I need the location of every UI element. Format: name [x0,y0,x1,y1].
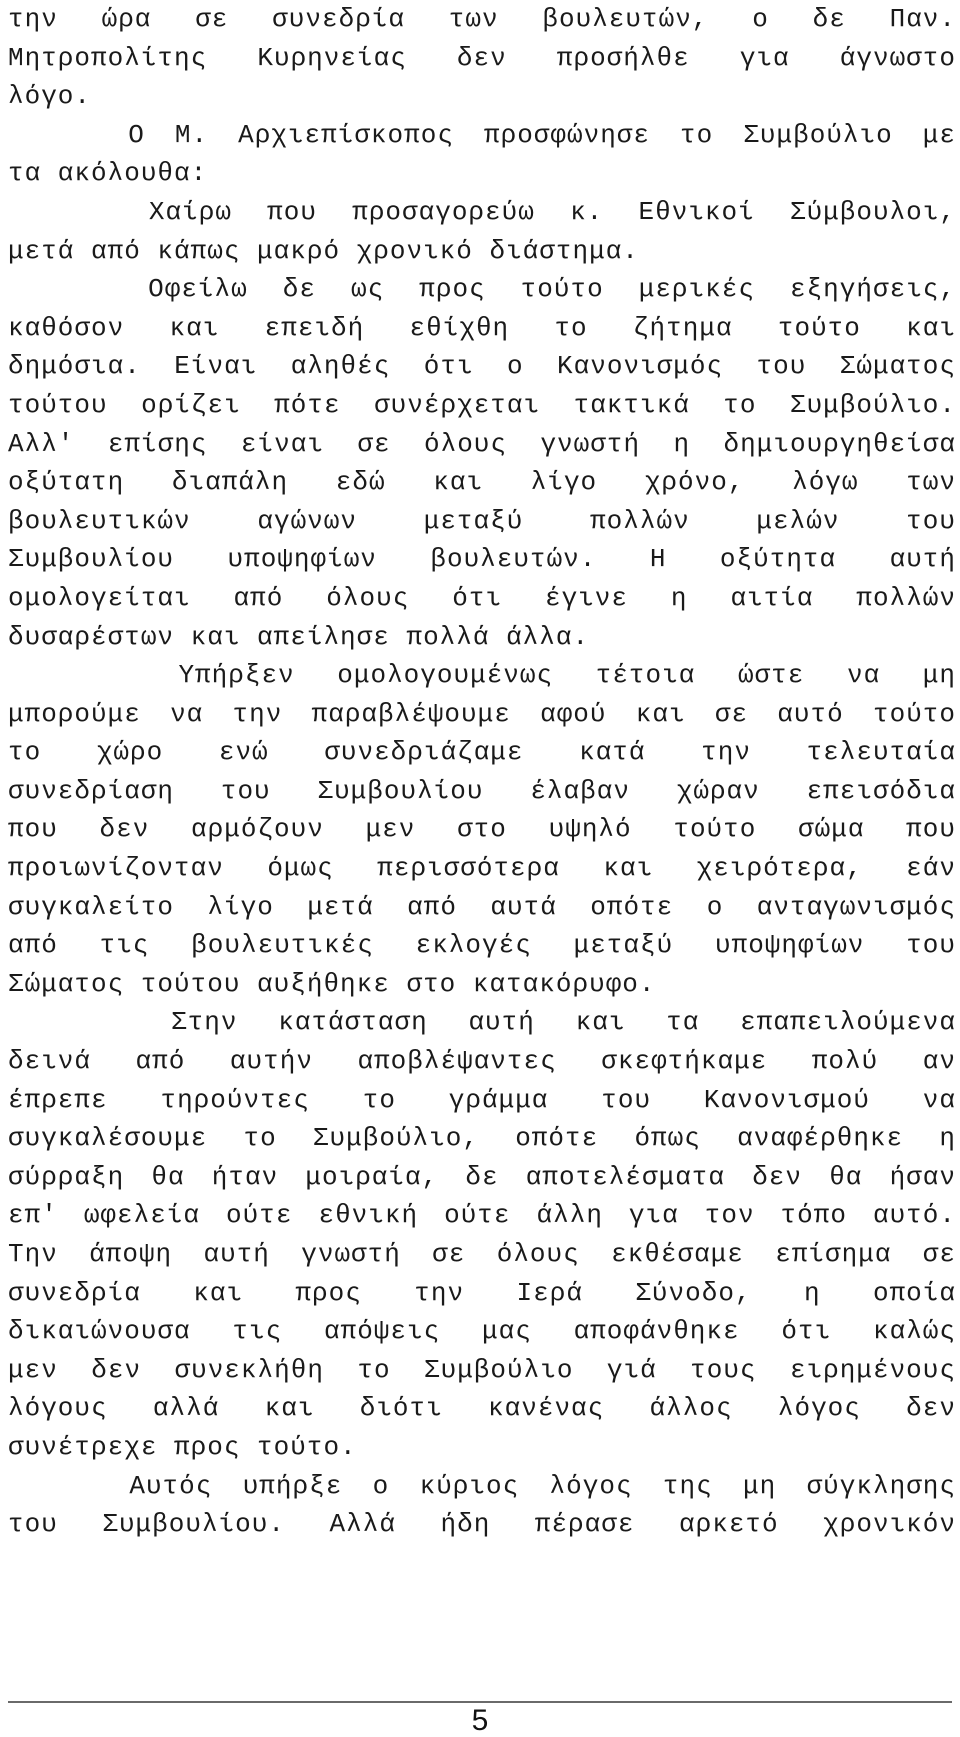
text-line: δυσαρέστων και απείλησε πολλά άλλα. [8,621,590,652]
page-number: 5 [471,1704,489,1737]
text-line: τα ακόλουθα: [8,158,208,189]
text-line: μεν δεν συνεκλήθη το Συμβούλιο γιά τους ειρημένους [8,1354,956,1385]
text-line: δεινά από αυτήν αποβλέψαντες σκεφτήκαμε πολύ αν [8,1046,956,1077]
text-line: Ο Μ. Αρχιεπίσκοπος προσφώνησε το Συμβούλιο με [8,119,956,150]
text-line: Συμβουλίου υποψηφίων βουλευτών. Η οξύτητα αυτή [8,544,956,575]
text-line: μετά από κάπως μακρό χρονικό διάστημα. [8,235,639,266]
text-line: σύρραξη θα ήταν μοιραία, δε αποτελέσματα δεν θα ήσαν [8,1161,956,1192]
text-line: Χαίρω που προσαγορεύω κ. Εθνικοί Σύμβουλοι, [8,196,956,227]
text-line: δημόσια. Είναι αληθές ότι ο Κανονισμός του Σώματος [8,351,956,382]
text-line: από τις βουλευτικές εκλογές μεταξύ υποψηφίων του [8,930,956,961]
text-line: έπρεπε τηρούντες το γράμμα του Κανονισμού να [8,1084,956,1115]
text-line: που δεν αρμόζουν μεν στο υψηλό τούτο σώμα που [8,814,956,845]
text-line: την ώρα σε συνεδρία των βουλευτών, ο δε Παν. [8,4,956,34]
text-line: συνέτρεχε προς τούτο. [8,1431,357,1462]
text-line: μπορούμε να την παραβλέψουμε αφού και σε αυτό τούτο [8,698,956,729]
text-line: λόγο. [8,81,92,112]
text-line: βουλευτικών αγώνων μεταξύ πολλών μελών του [8,505,956,536]
text-line: του Συμβουλίου. Αλλά ήδη πέρασε αρκετό χρονικόν [8,1509,956,1540]
text-line: τούτου ορίζει πότε συνέρχεται τακτικά το Συμβούλιο. [8,389,956,420]
text-line: Σώματος τούτου αυξήθηκε στο κατακόρυφο. [8,968,656,999]
text-line: συνεδρίαση του Συμβουλίου έλαβαν χώραν επεισόδια [8,775,956,806]
text-line: συγκαλέσουμε το Συμβούλιο, οπότε όπως αναφέρθηκε η [8,1123,956,1154]
text-line: Στην κατάσταση αυτή και τα επαπειλούμενα [8,1007,956,1038]
text-line: ομολογείται από όλους ότι έγινε η αιτία πολλών [8,582,956,613]
text-line: Αλλ' επίσης είναι σε όλους γνωστή η δημιουργηθείσα [8,428,956,459]
text-line: συγκαλείτο λίγο μετά από αυτά οπότε ο ανταγωνισμός [8,891,956,922]
text-line: καθόσον και επειδή εθίχθη το ζήτημα τούτο και [8,312,956,343]
footer-divider [8,1701,952,1703]
text-line: οξύτατη διαπάλη εδώ και λίγο χρόνο, λόγω των [8,467,956,498]
document-body [8,0,956,1544]
text-line: συνεδρία και προς την Ιερά Σύνοδο, η οποία [8,1277,956,1308]
text-line: Μητροπολίτης Κυρηνείας δεν προσήλθε για άγνωστο [8,42,956,73]
text-line: Την άποψη αυτή γνωστή σε όλους εκθέσαμε επίσημα σε [8,1239,956,1269]
text-line: λόγους αλλά και διότι κανένας άλλος λόγος δεν [8,1393,956,1424]
text-line: επ' ωφελεία ούτε εθνική ούτε άλλη για τον τόπο αυτό. [8,1200,956,1231]
text-line: Οφείλω δε ως προς τούτο μερικές εξηγήσεις, [8,274,956,305]
text-line: Αυτός υπήρξε ο κύριος λόγος της μη σύγκλησης [8,1470,956,1501]
text-line: προιωνίζονταν όμως περισσότερα και χειρότερα, εάν [8,853,956,884]
text-line: Υπήρξεν ομολογουμένως τέτοια ώστε να μη [8,660,956,691]
text-line: το χώρο ενώ συνεδριάζαμε κατά την τελευταία [8,737,956,768]
text-line: δικαιώνουσα τις απόψεις μας αποφάνθηκε ότι καλώς [8,1316,956,1347]
